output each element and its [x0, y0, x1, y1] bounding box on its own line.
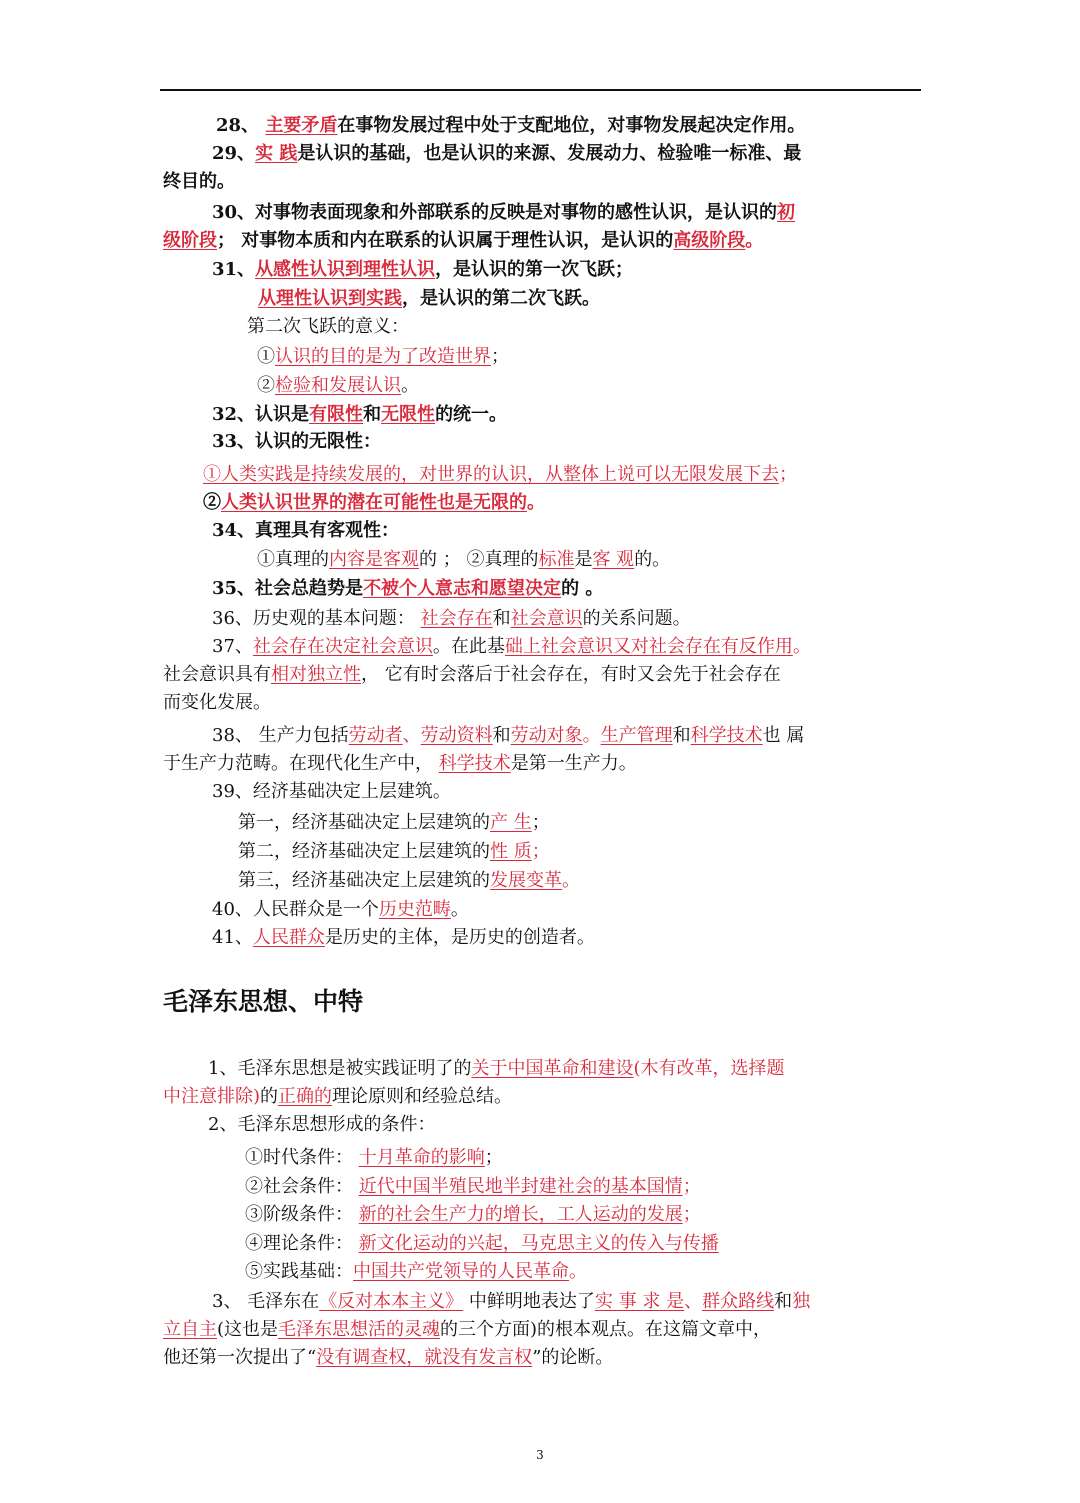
mao-item-1: 1、毛泽东思想是被实践证明了的关于中国革命和建设(木有改革，选择题	[208, 1058, 785, 1079]
item-31: 31、从感性认识到理性认识，是认识的第一次飞跃；	[212, 259, 634, 280]
item-39-first: 第一，经济基础决定上层建筑的产 生；	[238, 812, 550, 833]
meaning-1: ①认识的目的是为了改造世界；	[257, 346, 509, 367]
item-29: 29、实 践是认识的基础，也是认识的来源、发展动力、检验唯一标准、最	[212, 143, 802, 164]
item-38: 38、 生产力包括劳动者、劳动资料和劳动对象。生产管理和科学技术也 属	[212, 725, 805, 746]
item-35: 35、社会总趋势是不被个人意志和愿望决定的 。	[212, 578, 604, 599]
item-29-cont: 终目的。	[163, 171, 235, 192]
item-33: 33、认识的无限性：	[212, 431, 382, 452]
item-39: 39、经济基础决定上层建筑。	[212, 781, 451, 802]
condition-society: ②社会条件： 近代中国半殖民地半封建社会的基本国情；	[245, 1176, 701, 1197]
item-41: 41、人民群众是历史的主体，是历史的创造者。	[212, 927, 595, 948]
item-40: 40、人民群众是一个历史范畴。	[212, 899, 469, 920]
item-38-cont: 于生产力范畴。在现代化生产中， 科学技术是第一生产力。	[163, 753, 637, 774]
infinity-2: ②人类认识世界的潜在可能性也是无限的。	[203, 492, 545, 513]
second-leap-meaning: 第二次飞跃的意义：	[247, 316, 409, 337]
item-37-cont: 社会意识具有相对独立性， 它有时会落后于社会存在，有时又会先于社会存在	[163, 664, 781, 685]
item-30-cont: 级阶段； 对事物本质和内在联系的认识属于理性认识，是认识的高级阶段。	[163, 230, 764, 251]
meaning-2: ②检验和发展认识。	[257, 375, 419, 396]
item-32: 32、认识是有限性和无限性的统一。	[212, 404, 508, 425]
condition-practice: ⑤实践基础：中国共产党领导的人民革命。	[245, 1261, 587, 1282]
item-37: 37、社会存在决定社会意识。在此基础上社会意识又对社会存在有反作用。	[212, 636, 811, 657]
condition-class: ③阶级条件： 新的社会生产力的增长，工人运动的发展；	[245, 1204, 701, 1225]
item-39-third: 第三，经济基础决定上层建筑的发展变革。	[238, 870, 580, 891]
item-37-end: 而变化发展。	[163, 692, 271, 713]
item-30: 30、对事物表面现象和外部联系的反映是对事物的感性认识，是认识的初	[212, 202, 796, 223]
item-39-second: 第二，经济基础决定上层建筑的性 质；	[238, 841, 550, 862]
infinity-1: ①人类实践是持续发展的，对世界的认识，从整体上说可以无限发展下去；	[203, 464, 797, 485]
section-heading: 毛泽东思想、中特	[163, 987, 364, 1016]
condition-era: ①时代条件： 十月革命的影响；	[245, 1147, 503, 1168]
item-31-second: 从理性认识到实践，是认识的第二次飞跃。	[258, 288, 600, 309]
item-36: 36、历史观的基本问题： 社会存在和社会意识的关系问题。	[212, 608, 691, 629]
mao-item-2: 2、毛泽东思想形成的条件：	[208, 1114, 436, 1135]
mao-item-1-cont: 中注意排除)的正确的理论原则和经验总结。	[163, 1086, 513, 1107]
mao-item-3-end: 他还第一次提出了“没有调查权，就没有发言权”的论断。	[163, 1347, 614, 1368]
mao-item-3-cont: 立自主(这也是毛泽东思想活的灵魂的三个方面)的根本观点。在这篇文章中，	[163, 1319, 772, 1340]
page-number: 3	[536, 1448, 544, 1462]
header-rule	[160, 89, 921, 91]
condition-theory: ④理论条件： 新文化运动的兴起，马克思主义的传入与传播	[245, 1233, 719, 1254]
truth-objectivity: ①真理的内容是客观的 ； ②真理的标准是客 观的。	[257, 549, 671, 570]
item-28: 28、 主要矛盾在事物发展过程中处于支配地位，对事物发展起决定作用。	[216, 115, 806, 136]
item-34: 34、真理具有客观性：	[212, 520, 400, 541]
mao-item-3: 3、 毛泽东在《反对本本主义》 中鲜明地表达了实 事 求 是、群众路线和独	[212, 1291, 811, 1312]
